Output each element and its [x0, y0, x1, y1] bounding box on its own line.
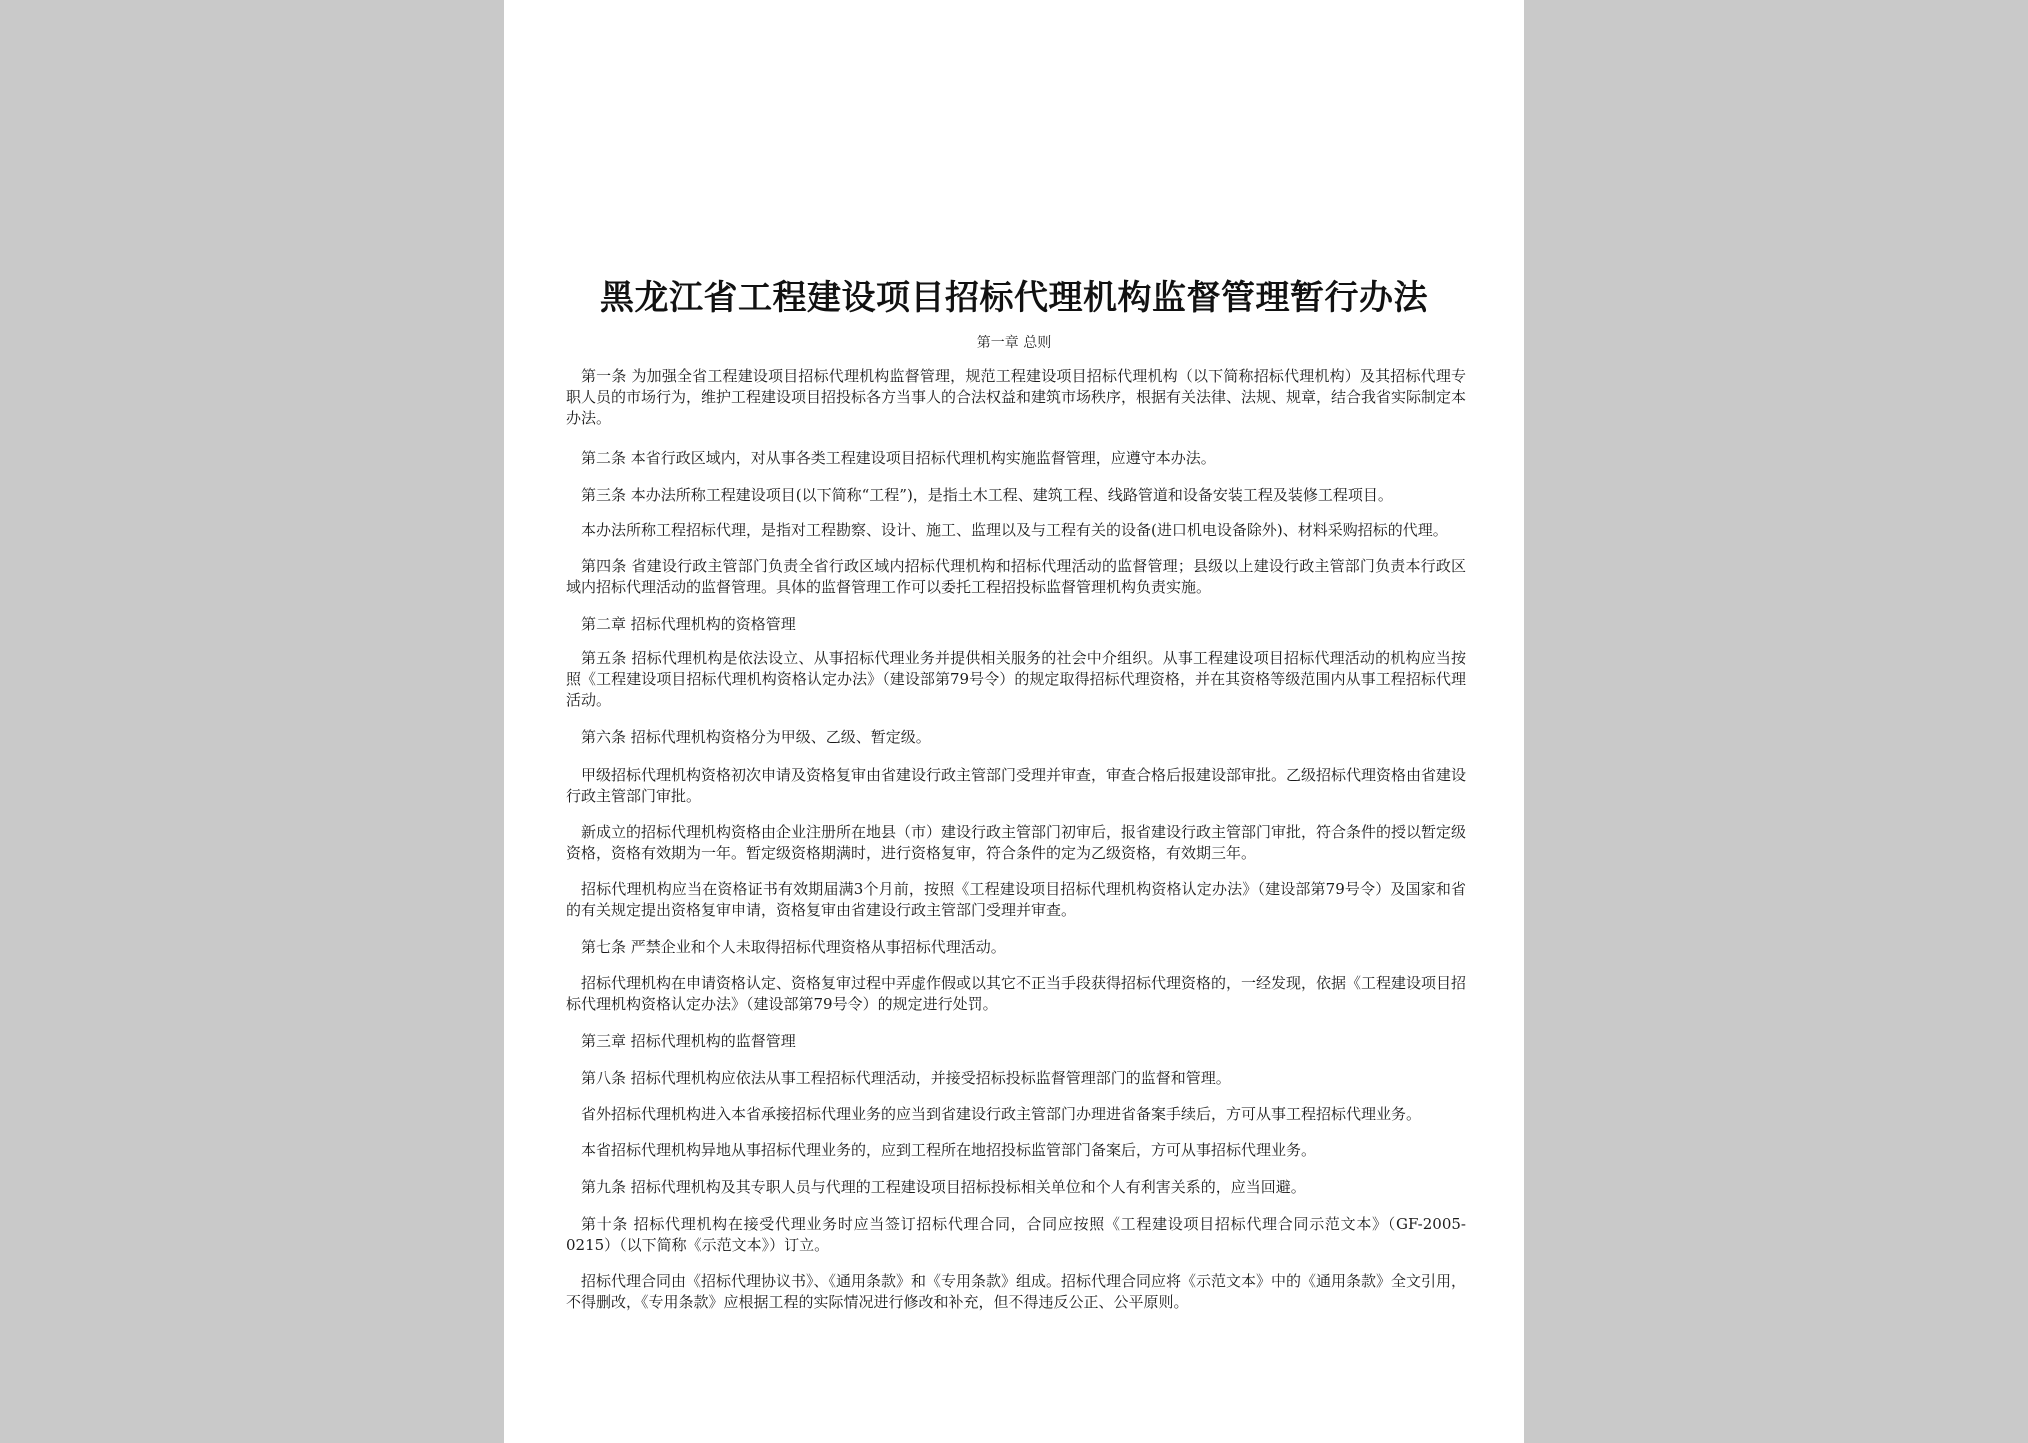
document-title: 黑龙江省工程建设项目招标代理机构监督管理暂行办法: [600, 278, 1428, 318]
article-7: 第七条 严禁企业和个人未取得招标代理资格从事招标代理活动。: [581, 938, 1006, 956]
article-1: 第一条 为加强全省工程建设项目招标代理机构监督管理，规范工程建设项目招标代理机构（以下简称招标代理机构）及其招标代理专职人员的市场行为，维护工程建设项目招投标各方当事人的合法权益和建筑市场秩序，根据有关法律、法规、规章，结合我省实际制定本办法。: [566, 367, 1467, 427]
chapter-heading: 第一章 总则: [976, 335, 1052, 351]
document-body: [566, 366, 1466, 1313]
chapter-2-heading: 第二章 招标代理机构的资格管理: [581, 615, 796, 633]
article-9: 第九条 招标代理机构及其专职人员与代理的工程建设项目招标投标相关单位和个人有利害关系的，应当回避。: [581, 1178, 1306, 1196]
article-2: 第二条 本省行政区域内，对从事各类工程建设项目招标代理机构实施监督管理，应遵守本办法。: [581, 449, 1216, 467]
article-5: 第五条 招标代理机构是依法设立、从事招标代理业务并提供相关服务的社会中介组织。从事工程建设项目招标代理活动的机构应当按照《工程建设项目招标代理机构资格认定办法》（建设部第79号令）的规定取得招标代理资格，并在其资格等级范围内从事工程招标代理活动。: [566, 649, 1466, 709]
article-8-paragraph-a: 省外招标代理机构进入本省承接招标代理业务的应当到省建设行政主管部门办理进省备案手续后，方可从事工程招标代理业务。: [581, 1105, 1422, 1123]
article-10-paragraph: 招标代理合同由《招标代理协议书》、《通用条款》和《专用条款》组成。招标代理合同应将《示范文本》中的《通用条款》全文引用，不得删改，《专用条款》应根据工程的实际情况进行修改和补充，但不得违反公正、公平原则。: [566, 1272, 1467, 1311]
article-8: 第八条 招标代理机构应依法从事工程招标代理活动，并接受招标投标监督管理部门的监督和管理。: [581, 1069, 1231, 1087]
article-6-paragraph-b: 新成立的招标代理机构资格由企业注册所在地县（市）建设行政主管部门初审后，报省建设行政主管部门审批，符合条件的授以暂定级资格，资格有效期为一年。暂定级资格期满时，进行资格复审，符合条件的定为乙级资格，有效期三年。: [566, 823, 1467, 862]
article-4: 第四条 省建设行政主管部门负责全省行政区域内招标代理机构和招标代理活动的监督管理；县级以上建设行政主管部门负责本行政区域内招标代理活动的监督管理。具体的监督管理工作可以委托工程招投标监督管理机构负责实施。: [566, 557, 1466, 596]
article-6-paragraph-a: 甲级招标代理机构资格初次申请及资格复审由省建设行政主管部门受理并审查，审查合格后报建设部审批。乙级招标代理资格由省建设行政主管部门审批。: [566, 766, 1467, 805]
article-3: 第三条 本办法所称工程建设项目(以下简称“工程”)，是指土木工程、建筑工程、线路管道和设备安装工程及装修工程项目。: [581, 486, 1393, 504]
chapter-3-heading: 第三章 招标代理机构的监督管理: [581, 1032, 796, 1050]
article-7-paragraph: 招标代理机构在申请资格认定、资格复审过程中弄虚作假或以其它不正当手段获得招标代理资格的，一经发现，依据《工程建设项目招标代理机构资格认定办法》（建设部第79号令）的规定进行处罚。: [566, 974, 1467, 1013]
article-8-paragraph-b: 本省招标代理机构异地从事招标代理业务的，应到工程所在地招投标监管部门备案后，方可从事招标代理业务。: [581, 1141, 1317, 1159]
article-3-paragraph: 本办法所称工程招标代理，是指对工程勘察、设计、施工、监理以及与工程有关的设备(进口机电设备除外)、材料采购招标的代理。: [581, 521, 1448, 539]
article-10: 第十条 招标代理机构在接受代理业务时应当签订招标代理合同，合同应按照《工程建设项目招标代理合同示范文本》（GF-2005-0215）（以下简称《示范文本》）订立。: [566, 1215, 1466, 1254]
document-page: [504, 0, 1524, 1443]
article-6-paragraph-c: 招标代理机构应当在资格证书有效期届满3个月前，按照《工程建设项目招标代理机构资格认定办法》（建设部第79号令）及国家和省的有关规定提出资格复审申请，资格复审由省建设行政主管部门受理并审查。: [566, 880, 1466, 919]
article-6: 第六条 招标代理机构资格分为甲级、乙级、暂定级。: [581, 728, 931, 746]
